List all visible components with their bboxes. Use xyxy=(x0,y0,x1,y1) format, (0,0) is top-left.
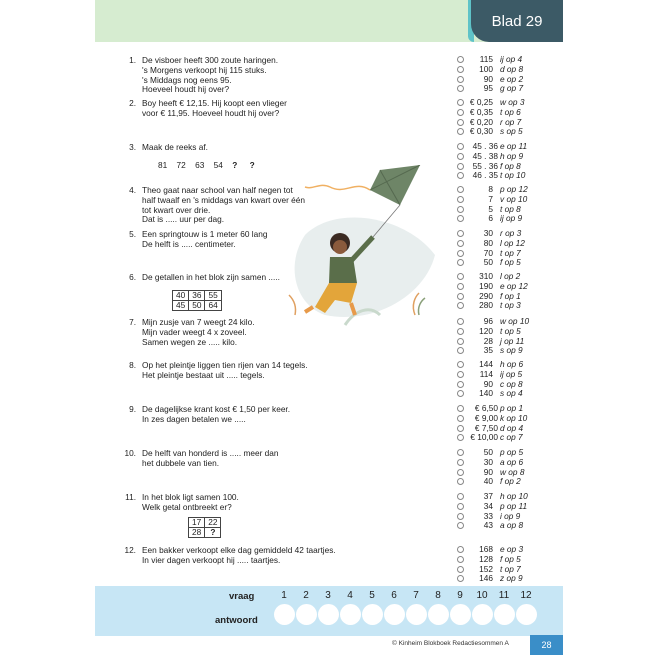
radio-circle-icon[interactable] xyxy=(457,361,464,368)
option-value: 168 xyxy=(479,544,493,554)
option-value: 30 xyxy=(483,228,493,238)
option-value: 43 xyxy=(483,520,493,531)
radio-circle-icon[interactable] xyxy=(457,250,464,257)
page-number-badge xyxy=(530,635,563,655)
option-code: l op 2 xyxy=(500,271,521,281)
option-value: 190 xyxy=(479,280,493,291)
option-row[interactable] xyxy=(448,389,548,399)
answer-circle[interactable] xyxy=(318,604,339,625)
radio-circle-icon[interactable] xyxy=(457,273,464,280)
option-code: ij op 5 xyxy=(500,368,523,379)
option-row[interactable] xyxy=(448,282,548,292)
option-code: k op 10 xyxy=(500,412,528,423)
radio-circle-icon[interactable] xyxy=(457,196,464,203)
option-value: € 0,25 xyxy=(469,97,493,107)
option-code: g op 7 xyxy=(500,83,524,94)
question-number: 1. xyxy=(129,55,136,65)
radio-circle-icon[interactable] xyxy=(457,546,464,553)
option-row[interactable] xyxy=(448,229,548,239)
radio-circle-icon[interactable] xyxy=(457,302,464,309)
radio-circle-icon[interactable] xyxy=(457,128,464,135)
question-number-label: 12 xyxy=(520,590,532,601)
option-value: 128 xyxy=(479,553,493,564)
option-value: 310 xyxy=(479,271,493,281)
option-value: 115 xyxy=(479,54,493,64)
option-value: 146 xyxy=(479,573,493,584)
option-row[interactable] xyxy=(448,346,548,356)
number-sequence xyxy=(158,160,255,170)
radio-circle-icon[interactable] xyxy=(457,556,464,563)
options-8 xyxy=(448,360,548,399)
option-value: 37 xyxy=(483,491,493,501)
option-code: a op 6 xyxy=(500,456,524,467)
option-value: € 6,50 xyxy=(474,403,498,413)
option-code: h op 9 xyxy=(500,150,524,161)
option-value: 96 xyxy=(483,316,493,326)
question-text: De visboer heeft 300 zoute haringen. 's Morgens verkoopt hij 115 stuks. 's Middags nog eens 95. Hoeveel houdt hij over? xyxy=(142,55,279,95)
question-text: De helft van honderd is ..... meer dan het dubbele van tien. xyxy=(142,448,279,468)
radio-circle-icon[interactable] xyxy=(457,434,464,441)
option-value: 5 xyxy=(488,203,493,214)
radio-circle-icon[interactable] xyxy=(457,493,464,500)
option-row[interactable] xyxy=(448,337,548,347)
radio-circle-icon[interactable] xyxy=(457,405,464,412)
option-code: h op 6 xyxy=(500,359,524,369)
answer-circle[interactable] xyxy=(362,604,383,625)
option-value: 152 xyxy=(479,563,493,574)
option-code: p op 1 xyxy=(500,403,524,413)
option-code: t op 7 xyxy=(500,247,521,258)
page-number: 28 xyxy=(541,640,552,650)
option-row[interactable] xyxy=(448,502,548,512)
option-row[interactable] xyxy=(448,414,548,424)
option-code: f op 8 xyxy=(500,160,521,171)
question-text: Op het pleintje liggen tien rijen van 14 tegels. Het pleintje bestaat uit ..... tegels. xyxy=(142,360,308,380)
question-number: 3. xyxy=(129,142,136,152)
option-code: s op 5 xyxy=(500,126,523,137)
options-12 xyxy=(448,545,548,584)
question-number-label: 8 xyxy=(435,590,441,601)
block-cell: 50 xyxy=(189,301,205,311)
vraag-label: vraag xyxy=(229,591,255,602)
option-row[interactable] xyxy=(448,75,548,85)
option-value: € 9,00 xyxy=(474,412,498,423)
option-row[interactable] xyxy=(448,292,548,302)
question-text: De getallen in het blok zijn samen ..... xyxy=(142,272,280,282)
option-code: r op 7 xyxy=(500,116,522,127)
option-code: w op 3 xyxy=(500,97,525,107)
radio-circle-icon[interactable] xyxy=(457,513,464,520)
option-row[interactable] xyxy=(448,380,548,390)
option-code: w op 8 xyxy=(500,466,525,477)
radio-circle-icon[interactable] xyxy=(457,66,464,73)
option-value: 45 . 38 xyxy=(472,150,498,161)
option-value: 120 xyxy=(479,325,493,336)
block-cell: 64 xyxy=(205,301,221,311)
option-code: t op 8 xyxy=(500,203,521,214)
option-row[interactable] xyxy=(448,84,548,94)
number-block xyxy=(188,517,221,538)
option-row[interactable] xyxy=(448,55,548,65)
answer-circle[interactable] xyxy=(472,604,493,625)
sheet-tab xyxy=(471,0,563,42)
block-cell: 22 xyxy=(205,518,221,528)
option-row[interactable] xyxy=(448,152,548,162)
option-row[interactable] xyxy=(448,98,548,108)
option-row[interactable] xyxy=(448,565,548,575)
question-number-label: 1 xyxy=(281,590,287,601)
option-row[interactable] xyxy=(448,370,548,380)
option-row[interactable] xyxy=(448,258,548,268)
option-value: € 0,30 xyxy=(469,126,493,137)
option-row[interactable] xyxy=(448,249,548,259)
sequence-item: 72 xyxy=(176,160,186,170)
option-row[interactable] xyxy=(448,65,548,75)
option-code: v op 10 xyxy=(500,193,528,204)
option-code: p op 11 xyxy=(500,500,528,511)
option-row[interactable] xyxy=(448,360,548,370)
radio-circle-icon[interactable] xyxy=(457,283,464,290)
question-number: 8. xyxy=(129,360,136,370)
question-number-label: 2 xyxy=(303,590,309,601)
option-value: 114 xyxy=(479,368,493,379)
block-cell: 40 xyxy=(173,291,189,301)
question-number-label: 3 xyxy=(325,590,331,601)
option-row[interactable] xyxy=(448,574,548,584)
option-row[interactable] xyxy=(448,433,548,443)
option-row[interactable] xyxy=(448,521,548,531)
option-code: f op 5 xyxy=(500,553,521,564)
answer-circle[interactable] xyxy=(428,604,449,625)
option-code: d op 4 xyxy=(500,422,524,433)
options-2 xyxy=(448,98,548,137)
option-row[interactable] xyxy=(448,239,548,249)
option-value: 80 xyxy=(483,237,493,248)
option-code: e op 11 xyxy=(500,141,528,151)
sequence-item: 81 xyxy=(158,160,168,170)
question-number-label: 4 xyxy=(347,590,353,601)
option-row[interactable] xyxy=(448,127,548,137)
option-row[interactable] xyxy=(448,195,548,205)
options-10 xyxy=(448,448,548,487)
option-row[interactable] xyxy=(448,555,548,565)
option-row[interactable] xyxy=(448,512,548,522)
option-code: t op 5 xyxy=(500,325,521,336)
question-text: Theo gaat naar school van half negen tot half twaalf en 's middags van kwart over één tot kwart over drie. Dat is ..... uur per dag. xyxy=(142,185,305,225)
radio-circle-icon[interactable] xyxy=(457,85,464,92)
radio-circle-icon[interactable] xyxy=(457,172,464,179)
radio-circle-icon[interactable] xyxy=(457,109,464,116)
sequence-item: 54 xyxy=(213,160,223,170)
sequence-item: 63 xyxy=(195,160,205,170)
option-row[interactable] xyxy=(448,162,548,172)
radio-circle-icon[interactable] xyxy=(457,230,464,237)
option-value: 30 xyxy=(483,456,493,467)
option-row[interactable] xyxy=(448,205,548,215)
question-text: De dagelijkse krant kost € 1,50 per keer. In zes dagen betalen we ..... xyxy=(142,404,291,424)
option-value: 50 xyxy=(483,447,493,457)
radio-circle-icon[interactable] xyxy=(457,478,464,485)
option-row[interactable] xyxy=(448,477,548,487)
radio-circle-icon[interactable] xyxy=(457,240,464,247)
option-row[interactable] xyxy=(448,171,548,181)
question-number-label: 7 xyxy=(413,590,419,601)
block-cell: 28 xyxy=(189,528,205,538)
option-row[interactable] xyxy=(448,545,548,555)
radio-circle-icon[interactable] xyxy=(457,99,464,106)
option-value: 34 xyxy=(483,500,493,511)
option-code: s op 9 xyxy=(500,345,523,356)
radio-circle-icon[interactable] xyxy=(457,425,464,432)
option-row[interactable] xyxy=(448,448,548,458)
option-value: 28 xyxy=(483,335,493,346)
option-code: ij op 9 xyxy=(500,213,523,224)
answer-circle[interactable] xyxy=(450,604,471,625)
question-number: 6. xyxy=(129,272,136,282)
question-number-label: 6 xyxy=(391,590,397,601)
option-row[interactable] xyxy=(448,301,548,311)
question-number: 9. xyxy=(129,404,136,414)
radio-circle-icon[interactable] xyxy=(457,575,464,582)
question-text: Een springtouw is 1 meter 60 lang De helft is ..... centimeter. xyxy=(142,229,268,249)
radio-circle-icon[interactable] xyxy=(457,469,464,476)
option-row[interactable] xyxy=(448,185,548,195)
option-value: 140 xyxy=(479,388,493,399)
option-row[interactable] xyxy=(448,142,548,152)
option-code: t op 7 xyxy=(500,563,521,574)
option-row[interactable] xyxy=(448,327,548,337)
kite-icon xyxy=(370,165,420,205)
option-value: 50 xyxy=(483,257,493,268)
options-9 xyxy=(448,404,548,443)
radio-circle-icon[interactable] xyxy=(457,390,464,397)
question-text: In het blok ligt samen 100. Welk getal ontbreekt er? xyxy=(142,492,239,512)
question-text: Mijn zusje van 7 weegt 24 kilo. Mijn vader weegt 4 x zoveel. Samen wegen ze ..... kilo. xyxy=(142,317,255,347)
options-11 xyxy=(448,492,548,531)
option-code: r op 3 xyxy=(500,228,522,238)
option-row[interactable] xyxy=(448,468,548,478)
radio-circle-icon[interactable] xyxy=(457,503,464,510)
question-number: 7. xyxy=(129,317,136,327)
footer-credit: © Kinheim Blokboek Redactiesommen A xyxy=(392,640,509,647)
radio-circle-icon[interactable] xyxy=(457,119,464,126)
option-code: i op 9 xyxy=(500,510,521,521)
option-value: € 0,35 xyxy=(469,106,493,117)
option-code: f op 5 xyxy=(500,257,521,268)
option-code: t op 3 xyxy=(500,300,521,311)
question-number-label: 10 xyxy=(476,590,488,601)
options-7 xyxy=(448,317,548,356)
option-value: 45 . 36 xyxy=(472,141,498,151)
option-code: d op 8 xyxy=(500,63,524,74)
block-cell: 36 xyxy=(189,291,205,301)
option-value: 40 xyxy=(483,476,493,487)
radio-circle-icon[interactable] xyxy=(457,143,464,150)
option-code: f op 2 xyxy=(500,476,521,487)
question-number: 11. xyxy=(125,492,136,502)
block-cell: 17 xyxy=(189,518,205,528)
option-value: 70 xyxy=(483,247,493,258)
question-number-label: 5 xyxy=(369,590,375,601)
option-code: p op 5 xyxy=(500,447,524,457)
radio-circle-icon[interactable] xyxy=(457,163,464,170)
question-text: Maak de reeks af. xyxy=(142,142,208,152)
radio-circle-icon[interactable] xyxy=(457,186,464,193)
option-row[interactable] xyxy=(448,458,548,468)
question-number: 5. xyxy=(129,229,136,239)
options-1 xyxy=(448,55,548,94)
question-number: 4. xyxy=(129,185,136,195)
option-code: h op 10 xyxy=(500,491,528,501)
option-row[interactable] xyxy=(448,317,548,327)
radio-circle-icon[interactable] xyxy=(457,449,464,456)
number-block xyxy=(172,290,222,311)
option-value: 100 xyxy=(479,63,493,74)
option-value: 8 xyxy=(488,184,493,194)
question-number-label: 9 xyxy=(457,590,463,601)
option-code: a op 8 xyxy=(500,520,524,531)
question-number: 12. xyxy=(124,545,136,555)
option-code: e op 3 xyxy=(500,544,524,554)
antwoord-label: antwoord xyxy=(215,615,258,626)
options-3 xyxy=(448,142,548,181)
option-value: 6 xyxy=(488,213,493,224)
radio-circle-icon[interactable] xyxy=(457,293,464,300)
option-code: e op 2 xyxy=(500,73,524,84)
sequence-item: ? xyxy=(232,160,238,170)
answer-circle[interactable] xyxy=(340,604,361,625)
option-code: t op 10 xyxy=(500,170,526,181)
radio-circle-icon[interactable] xyxy=(457,318,464,325)
radio-circle-icon[interactable] xyxy=(457,328,464,335)
option-code: l op 12 xyxy=(500,237,525,248)
options-6 xyxy=(448,272,548,311)
option-value: € 10,00 xyxy=(470,432,498,443)
option-code: e op 12 xyxy=(500,280,528,291)
option-code: c op 8 xyxy=(500,378,523,389)
option-row[interactable] xyxy=(448,404,548,414)
option-value: 280 xyxy=(479,300,493,311)
option-value: 144 xyxy=(479,359,493,369)
option-value: 7 xyxy=(488,193,493,204)
option-value: 55 . 36 xyxy=(472,160,498,171)
radio-circle-icon[interactable] xyxy=(457,76,464,83)
radio-circle-icon[interactable] xyxy=(457,566,464,573)
answer-circle[interactable] xyxy=(516,604,537,625)
question-text: Een bakker verkoopt elke dag gemiddeld 42 taartjes. In vier dagen verkoopt hij ..... taartjes. xyxy=(142,545,336,565)
option-row[interactable] xyxy=(448,118,548,128)
option-code: ij op 4 xyxy=(500,54,523,64)
answer-circle[interactable] xyxy=(494,604,515,625)
radio-circle-icon[interactable] xyxy=(457,522,464,529)
block-cell: 45 xyxy=(173,301,189,311)
option-value: 90 xyxy=(483,378,493,389)
option-code: j op 11 xyxy=(500,335,525,346)
option-code: s op 4 xyxy=(500,388,523,399)
option-row[interactable] xyxy=(448,424,548,434)
radio-circle-icon[interactable] xyxy=(457,347,464,354)
radio-circle-icon[interactable] xyxy=(457,206,464,213)
option-value: € 0,20 xyxy=(469,116,493,127)
question-number: 10. xyxy=(124,448,136,458)
option-value: 290 xyxy=(479,290,493,301)
option-row[interactable] xyxy=(448,108,548,118)
option-row[interactable] xyxy=(448,214,548,224)
radio-circle-icon[interactable] xyxy=(457,56,464,63)
option-value: 95 xyxy=(483,83,493,94)
radio-circle-icon[interactable] xyxy=(457,259,464,266)
option-code: c op 7 xyxy=(500,432,523,443)
option-value: 90 xyxy=(483,73,493,84)
option-code: p op 12 xyxy=(500,184,528,194)
radio-circle-icon[interactable] xyxy=(457,338,464,345)
block-cell: ? xyxy=(205,528,221,538)
radio-circle-icon[interactable] xyxy=(457,459,464,466)
option-code: f op 1 xyxy=(500,290,521,301)
question-number-label: 11 xyxy=(498,590,510,601)
option-code: t op 6 xyxy=(500,106,521,117)
answer-circle[interactable] xyxy=(274,604,295,625)
option-value: 35 xyxy=(483,345,493,356)
option-row[interactable] xyxy=(448,272,548,282)
answer-circle[interactable] xyxy=(384,604,405,625)
question-number: 2. xyxy=(129,98,136,108)
options-4 xyxy=(448,185,548,224)
option-code: z op 9 xyxy=(500,573,523,584)
radio-circle-icon[interactable] xyxy=(457,381,464,388)
radio-circle-icon[interactable] xyxy=(457,371,464,378)
question-text: Boy heeft € 12,15. Hij koopt een vlieger voor € 11,95. Hoeveel houdt hij over? xyxy=(142,98,287,118)
radio-circle-icon[interactable] xyxy=(457,153,464,160)
radio-circle-icon[interactable] xyxy=(457,215,464,222)
block-cell: 55 xyxy=(205,291,221,301)
answer-circle[interactable] xyxy=(296,604,317,625)
option-value: € 7,50 xyxy=(474,422,498,433)
option-row[interactable] xyxy=(448,492,548,502)
option-value: 46 . 35 xyxy=(472,170,498,181)
option-code: w op 10 xyxy=(500,316,530,326)
option-value: 33 xyxy=(483,510,493,521)
radio-circle-icon[interactable] xyxy=(457,415,464,422)
options-5 xyxy=(448,229,548,268)
answer-circle[interactable] xyxy=(406,604,427,625)
sequence-item: ? xyxy=(249,160,255,170)
sheet-label: Blad 29 xyxy=(491,12,543,30)
option-value: 90 xyxy=(483,466,493,477)
